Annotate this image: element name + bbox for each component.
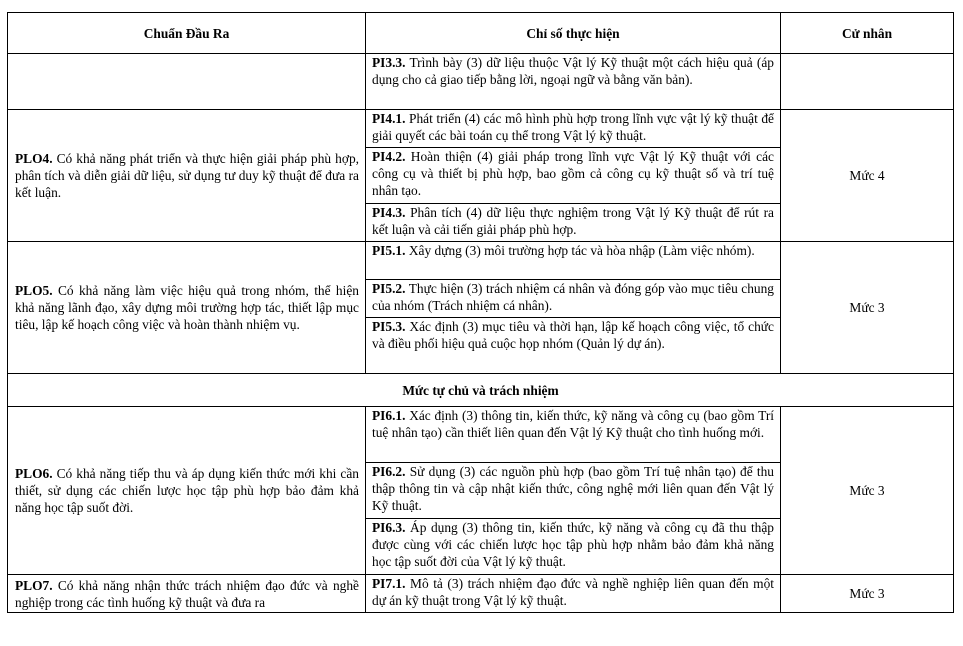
pi-text: Phát triển (4) các mô hình phù hợp trong lĩnh vực vật lý kỹ thuật để giải quyết các bài toán cụ thể trong Vật lý kỹ thuật. (372, 111, 774, 143)
pi-code: PI5.2. (372, 281, 406, 296)
pi-cell (366, 575, 781, 613)
outcomes-table (7, 12, 954, 613)
level-cell: Mức 4 (781, 110, 954, 242)
plo-cell (8, 575, 366, 613)
pi-code: PI6.1. (372, 408, 406, 423)
header-indicators: Chỉ số thực hiện (366, 13, 781, 54)
pi-cell (366, 280, 781, 318)
table-row (8, 242, 954, 280)
table-row (8, 407, 954, 463)
header-row (8, 13, 954, 54)
plo-text: Có khả năng phát triển và thực hiện giải pháp phù hợp, phân tích và diễn giải dữ liệu, sử dụng tư duy kỹ thuật để đưa ra kết luận. (15, 151, 359, 200)
section-row (8, 374, 954, 407)
pi-text: Xác định (3) thông tin, kiến thức, kỹ năng và công cụ (bao gồm Trí tuệ nhân tạo) cần thiết liên quan đến Vật lý Kỹ thuật cho tình huống mới. (372, 408, 774, 440)
plo-cell (8, 407, 366, 575)
level-cell: Mức 3 (781, 575, 954, 613)
pi-cell (366, 242, 781, 280)
pi-code: PI7.1. (372, 576, 406, 591)
plo-text: Có khả năng làm việc hiệu quả trong nhóm, thể hiện khả năng lãnh đạo, xây dựng môi trường hợp tác, thiết lập mục tiêu, lập kế hoạch công việc và hoàn thành nhiệm vụ. (15, 283, 359, 332)
table-row (8, 110, 954, 148)
pi-cell (366, 148, 781, 204)
pi-cell (366, 204, 781, 242)
pi-text: Phân tích (4) dữ liệu thực nghiệm trong Vật lý Kỹ thuật để rút ra kết luận và cải tiến giải pháp phù hợp. (372, 205, 774, 237)
pi-code: PI4.3. (372, 205, 406, 220)
pi-text: Sử dụng (3) các nguồn phù hợp (bao gồm Trí tuệ nhân tạo) để thu thập thông tin và cập nhật kiến thức, công nghệ mới liên quan đến Vật lý Kỹ thuật. (372, 464, 774, 513)
pi-text: Trình bày (3) dữ liệu thuộc Vật lý Kỹ thuật một cách hiệu quả (áp dụng cho cả giao tiếp bằng lời, ngoại ngữ và bằng văn bản). (372, 55, 774, 87)
pi-code: PI5.3. (372, 319, 406, 334)
level-cell-empty (781, 54, 954, 110)
pi-code: PI4.1. (372, 111, 406, 126)
plo-cell (8, 110, 366, 242)
table-row (8, 575, 954, 613)
plo-code: PLO6. (15, 466, 53, 481)
level-cell: Mức 3 (781, 407, 954, 575)
header-outcomes: Chuẩn Đầu Ra (8, 13, 366, 54)
section-title: Mức tự chủ và trách nhiệm (8, 374, 954, 407)
pi-code: PI5.1. (372, 243, 406, 258)
plo-code: PLO4. (15, 151, 53, 166)
pi-code: PI4.2. (372, 149, 406, 164)
level-cell: Mức 3 (781, 242, 954, 374)
pi-cell (366, 110, 781, 148)
pi-cell (366, 519, 781, 575)
pi-cell (366, 318, 781, 374)
plo-cell (8, 242, 366, 374)
plo-code: PLO7. (15, 577, 53, 593)
pi-cell (366, 54, 781, 110)
pi-text: Áp dụng (3) thông tin, kiến thức, kỹ năng và công cụ đã thu thập được cùng với các chiến lược học tập phù hợp nhằm bảo đảm khả năng học tập suốt đời của Vật lý kỹ thuật. (372, 520, 774, 569)
pi-text: Xây dựng (3) môi trường hợp tác và hòa nhập (Làm việc nhóm). (405, 243, 755, 258)
plo-text: Có khả năng tiếp thu và áp dụng kiến thức mới khi cần thiết, sử dụng các chiến lược học tập phù hợp bảo đảm khả năng học tập suốt đời. (15, 466, 359, 515)
pi-text: Mô tả (3) trách nhiệm đạo đức và nghề nghiệp liên quan đến một dự án kỹ thuật trong Vật lý kỹ thuật. (372, 576, 774, 608)
pi-code: PI6.3. (372, 520, 406, 535)
pi-cell (366, 407, 781, 463)
plo-cell-empty (8, 54, 366, 110)
plo-text: Có khả năng nhận thức trách nhiệm đạo đức và nghề nghiệp trong các tình huống kỹ thuật và đưa ra (15, 577, 359, 610)
pi-cell (366, 463, 781, 519)
pi-code: PI6.2. (372, 464, 406, 479)
pi-text: Thực hiện (3) trách nhiệm cá nhân và đóng góp vào mục tiêu chung của nhóm (Trách nhiệm cá nhân). (372, 281, 774, 313)
table-row (8, 54, 954, 110)
pi-text: Xác định (3) mục tiêu và thời hạn, lập kế hoạch công việc, tổ chức và điều phối hiệu quả cuộc họp nhóm (Quản lý dự án). (372, 319, 774, 351)
pi-text: Hoàn thiện (4) giải pháp trong lĩnh vực Vật lý Kỹ thuật với các công cụ và thiết bị phù hợp, bao gồm cả công cụ kỹ thuật số và trí tuệ nhân tạo. (372, 149, 774, 198)
plo-code: PLO5. (15, 283, 53, 298)
pi-code: PI3.3. (372, 55, 406, 70)
header-bachelor: Cử nhân (781, 13, 954, 54)
